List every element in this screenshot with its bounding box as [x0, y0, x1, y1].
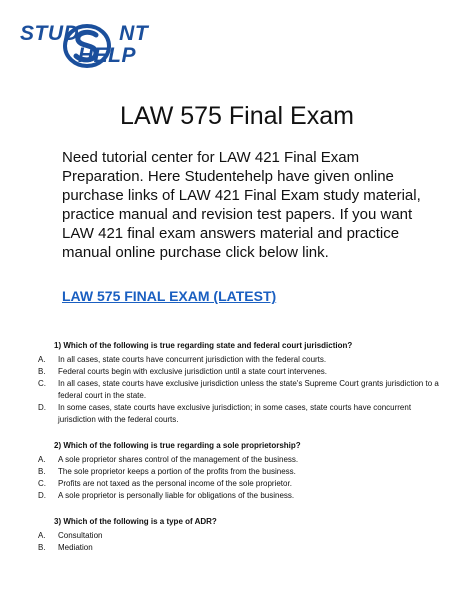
- option-text: In all cases, state courts have concurrent jurisdiction with the federal courts.: [58, 355, 327, 364]
- option-text: Mediation: [58, 543, 93, 552]
- question-2-options: [38, 454, 448, 502]
- option-letter: A.: [38, 355, 46, 364]
- intro-paragraph: [62, 148, 442, 262]
- page-title: LAW 575 Final Exam: [120, 102, 354, 130]
- option: [38, 542, 448, 554]
- intro-text: Need tutorial center for LAW 421 Final Exam Preparation. Here Studentehelp have given online purchase links of LAW 421 Final Exam study material, practice manual and revision test papers. If you want LAW 421 final exam answers material and practice manual online purchase click below link.: [62, 149, 421, 261]
- option-letter: B.: [38, 367, 46, 376]
- student-help-logo: [20, 18, 180, 72]
- option: [38, 402, 448, 426]
- option-letter: A.: [38, 531, 46, 540]
- option-letter: A.: [38, 455, 46, 464]
- option: [38, 354, 448, 366]
- question-3-options: [38, 530, 448, 554]
- option-letter: C.: [38, 379, 46, 388]
- option: [38, 530, 448, 542]
- question-3: 3) Which of the following is a type of ADR?: [54, 517, 217, 526]
- logo-text-line2: HELP: [78, 44, 137, 67]
- option: [38, 478, 448, 490]
- option: [38, 490, 448, 502]
- option-text: In some cases, state courts have exclusive jurisdiction; in some cases, state courts have concurrent jurisdiction with the federal courts.: [58, 403, 412, 424]
- option-text: In all cases, state courts have exclusive jurisdiction unless the state's Supreme Court grants jurisdiction to a federal court in the state.: [58, 379, 439, 400]
- option-text: A sole proprietor is personally liable for obligations of the business.: [58, 491, 295, 500]
- question-1-options: [38, 354, 448, 426]
- option-letter: C.: [38, 479, 46, 488]
- option-text: A sole proprietor shares control of the management of the business.: [58, 455, 299, 464]
- option: [38, 378, 448, 402]
- option-text: Federal courts begin with exclusive jurisdiction until a state court intervenes.: [58, 367, 328, 376]
- question-2: 2) Which of the following is true regarding a sole proprietorship?: [54, 441, 301, 450]
- question-1: 1) Which of the following is true regarding state and federal court jurisdiction?: [54, 341, 353, 350]
- option-text: Profits are not taxed as the personal income of the sole proprietor.: [58, 479, 292, 488]
- option-letter: B.: [38, 543, 46, 552]
- option-letter: D.: [38, 403, 46, 412]
- logo-text-line1: STUD NT: [20, 22, 149, 45]
- option-text: Consultation: [58, 531, 103, 540]
- question-list: [38, 340, 448, 568]
- option-text: The sole proprietor keeps a portion of the profits from the business.: [58, 467, 296, 476]
- law-575-final-exam-link[interactable]: LAW 575 FINAL EXAM (LATEST): [62, 288, 277, 304]
- option-letter: D.: [38, 491, 46, 500]
- option: [38, 366, 448, 378]
- option-letter: B.: [38, 467, 46, 476]
- option: [38, 454, 448, 466]
- option: [38, 466, 448, 478]
